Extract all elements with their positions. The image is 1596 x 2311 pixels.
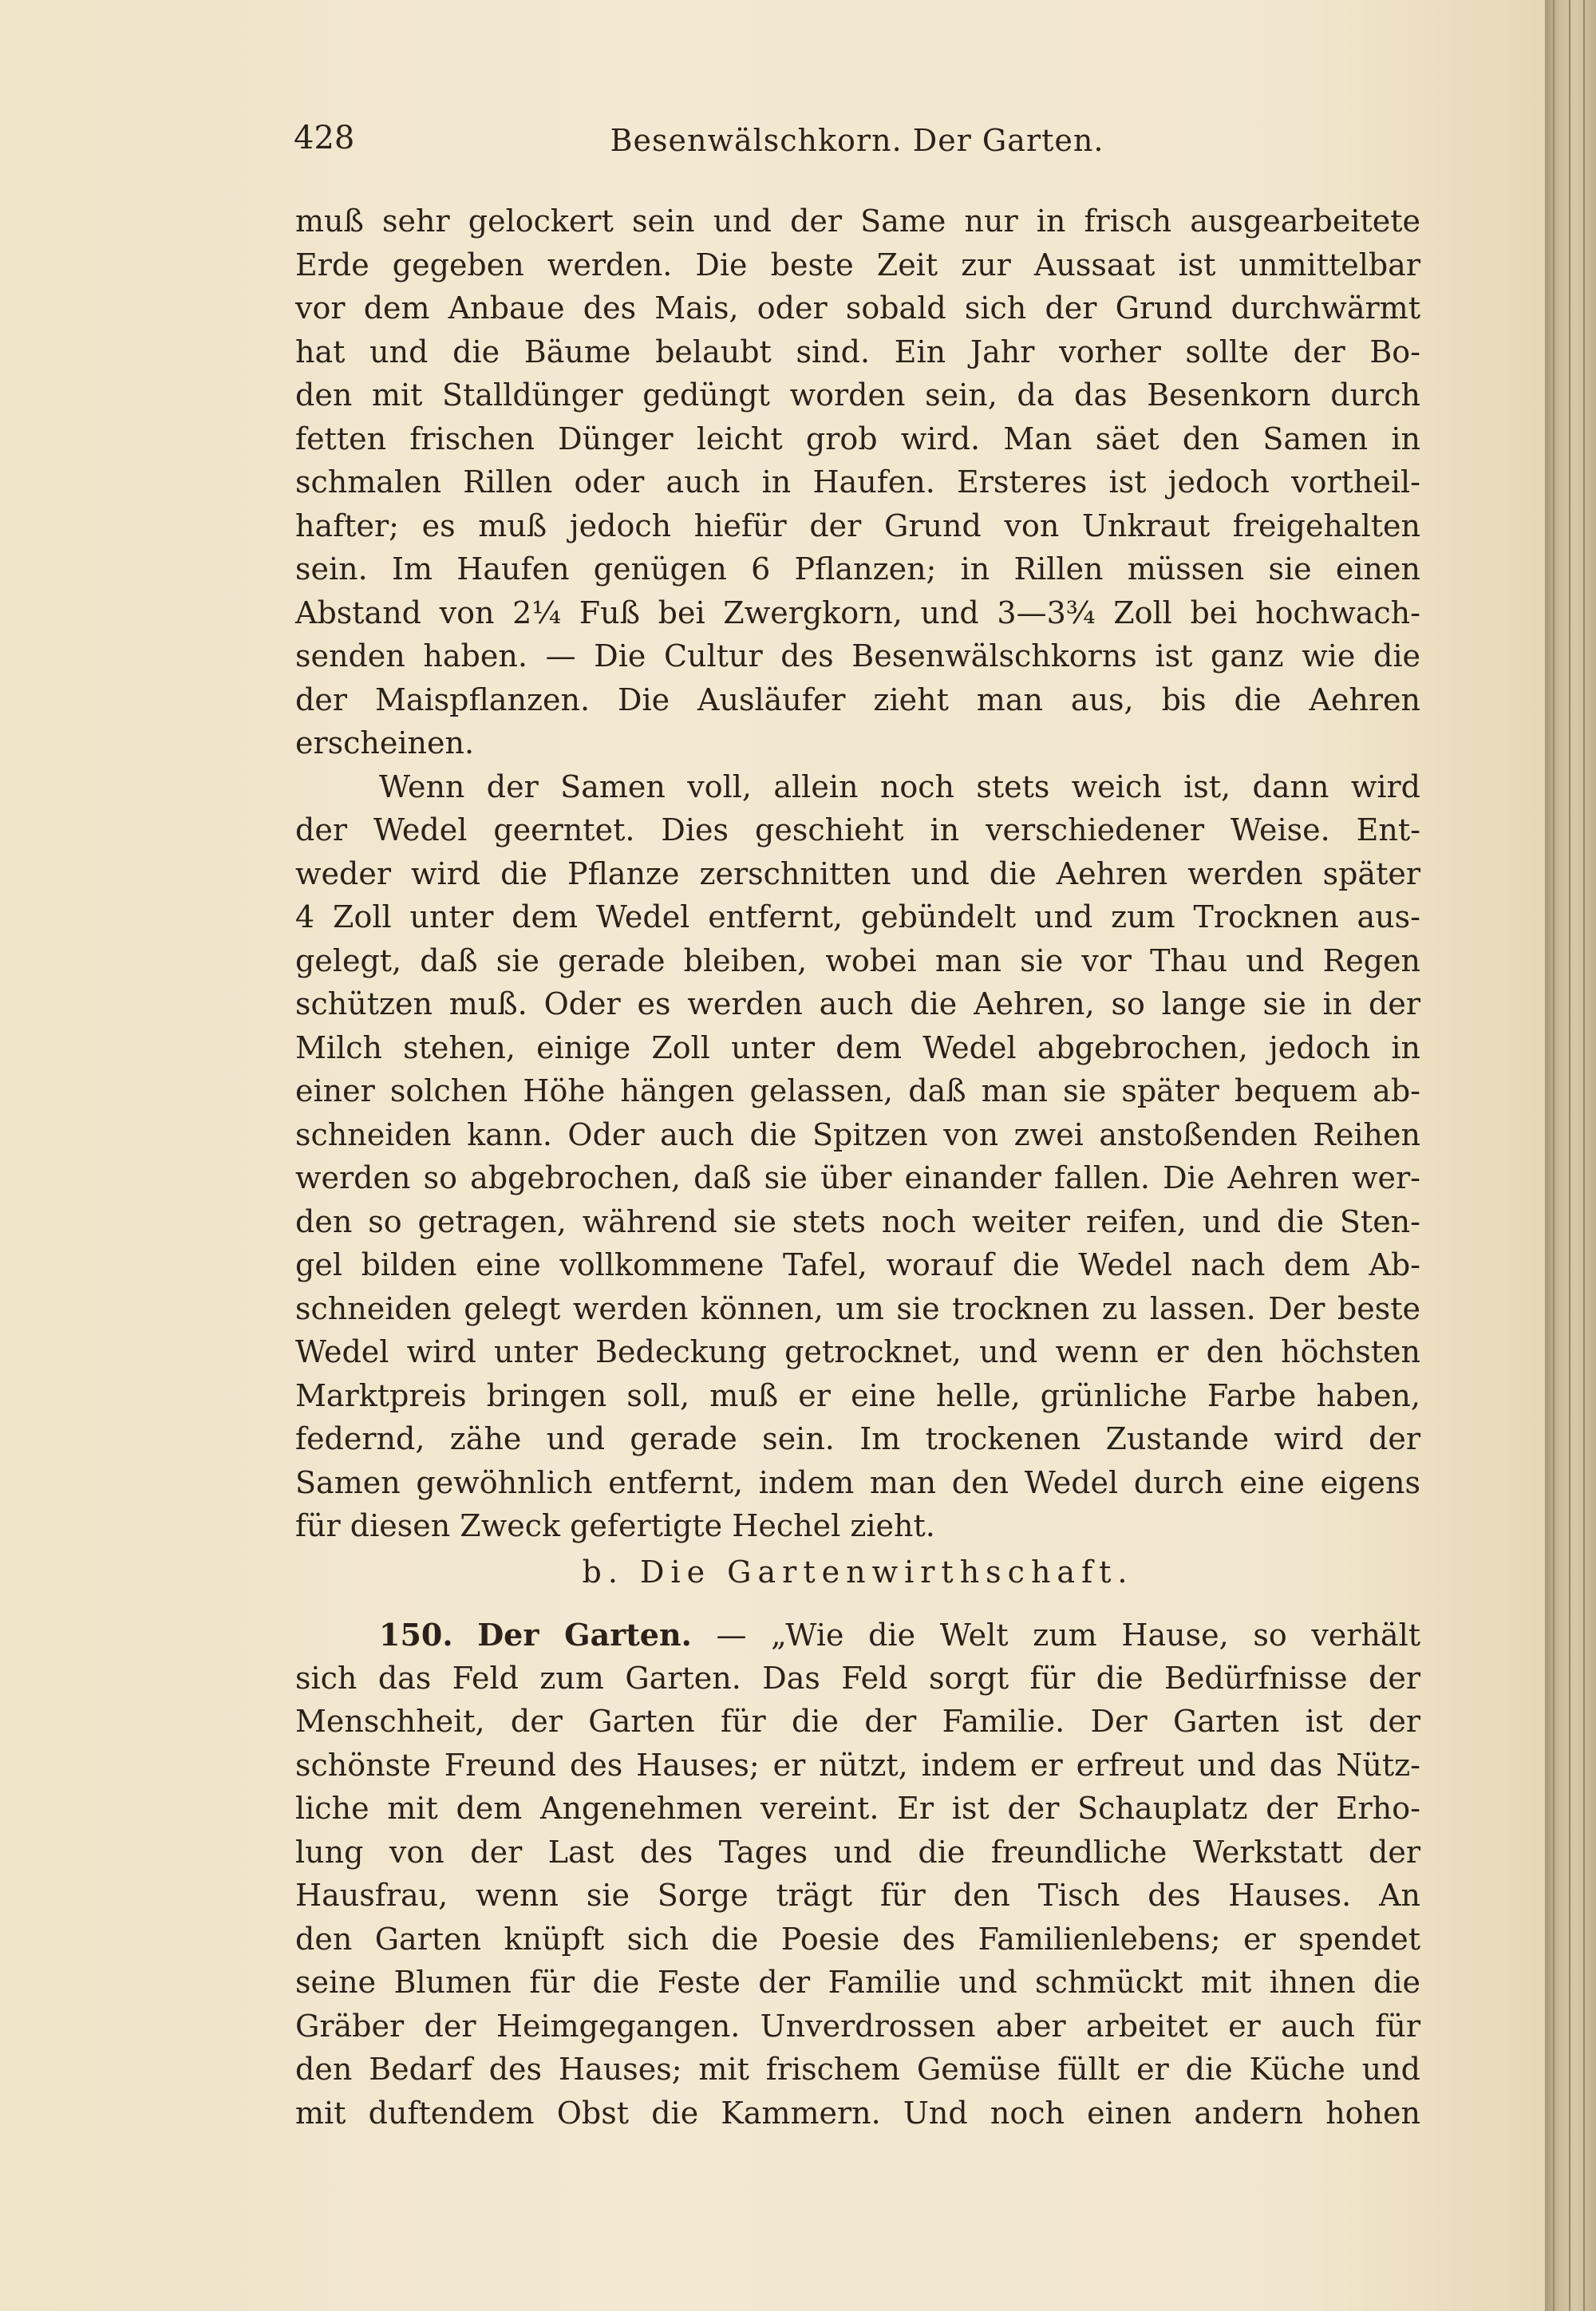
text-line: muß sehr gelockert sein und der Same nur in frisch ausgearbeitete xyxy=(295,203,1420,239)
text-line: Hausfrau, wenn sie Sorge trägt für den Tisch des Hauses. An xyxy=(295,1878,1420,1913)
text-line: liche mit dem Angenehmen vereint. Er ist der Schauplatz der Erho- xyxy=(295,1791,1420,1826)
text-line: sich das Feld zum Garten. Das Feld sorgt für die Bedürfnisse der xyxy=(295,1660,1420,1696)
text-line: gel bilden eine vollkommene Tafel, worauf die Wedel nach dem Ab- xyxy=(295,1247,1420,1282)
section-heading: b. Die Gartenwirthschaft. xyxy=(582,1554,1134,1590)
section-number: 150. xyxy=(379,1617,453,1653)
text-line: der Maispflanzen. Die Ausläufer zieht man aus, bis die Aehren xyxy=(295,681,1420,717)
text-line: werden so abgebrochen, daß sie über einander fallen. Die Aehren wer- xyxy=(295,1160,1420,1195)
text-line: den mit Stalldünger gedüngt worden sein, da das Besenkorn durch xyxy=(295,377,1420,413)
body-text xyxy=(295,199,1420,1548)
text-line: schönste Freund des Hauses; er nützt, indem er erfreut und das Nütz- xyxy=(295,1747,1420,1783)
text-line: Samen gewöhnlich entfernt, indem man den Wedel durch eine eigens xyxy=(295,1464,1420,1500)
text-line: Wenn der Samen voll, allein noch stets weich ist, dann wird xyxy=(379,768,1420,804)
text-line: den Garten knüpft sich die Poesie des Familienlebens; er spendet xyxy=(295,1921,1420,1957)
text-line: gelegt, daß sie gerade bleiben, wobei man sie vor Thau und Regen xyxy=(295,942,1420,978)
text-line: weder wird die Pflanze zerschnitten und die Aehren werden später xyxy=(295,855,1420,891)
text-line: lung von der Last des Tages und die freundliche Werkstatt der xyxy=(295,1834,1420,1870)
text-line: sein. Im Haufen genügen 6 Pflanzen; in Rillen müssen sie einen xyxy=(295,551,1420,587)
text-line: erscheinen. xyxy=(295,725,475,760)
text-line: schützen muß. Oder es werden auch die Aehren, so lange sie in der xyxy=(295,986,1420,1021)
page-header xyxy=(294,120,1420,168)
text-line: 4 Zoll unter dem Wedel entfernt, gebündelt und zum Trocknen aus- xyxy=(295,899,1420,934)
page-number: 428 xyxy=(294,120,355,156)
text-line: Wedel wird unter Bedeckung getrocknet, und wenn er den höchsten xyxy=(295,1334,1420,1369)
section-first-line xyxy=(295,1614,1420,1657)
text-line: federnd, zähe und gerade sein. Im trockenen Zustande wird der xyxy=(295,1421,1420,1456)
edge-line xyxy=(1553,0,1555,2311)
text-line: hat und die Bäume belaubt sind. Ein Jahr vorher sollte der Bo- xyxy=(295,334,1420,369)
text-line: schneiden kann. Oder auch die Spitzen von zwei anstoßenden Reihen xyxy=(295,1116,1420,1152)
text-line: hafter; es muß jedoch hiefür der Grund von Unkraut freigehalten xyxy=(295,508,1420,543)
text-line: schmalen Rillen oder auch in Haufen. Ersteres ist jedoch vortheil- xyxy=(295,464,1420,500)
text-line: mit duftendem Obst die Kammern. Und noch einen andern hohen xyxy=(295,2095,1420,2131)
text-line: vor dem Anbaue des Mais, oder sobald sich der Grund durchwärmt xyxy=(295,290,1420,326)
text-line: der Wedel geerntet. Dies geschieht in verschiedener Weise. Ent- xyxy=(295,812,1420,847)
text-line: Abstand von 2¼ Fuß bei Zwergkorn, und 3—3¾ Zoll bei hochwach- xyxy=(295,595,1420,630)
running-title: Besenwälschkorn. Der Garten. xyxy=(610,123,1104,158)
text-line: Menschheit, der Garten für die der Familie. Der Garten ist der xyxy=(295,1704,1420,1739)
text-line: Erde gegeben werden. Die beste Zeit zur Aussaat ist unmittelbar xyxy=(295,247,1420,282)
text-line: fetten frischen Dünger leicht grob wird. Man säet den Samen in xyxy=(295,421,1420,456)
text-line: den Bedarf des Hauses; mit frischem Gemüse füllt er die Küche und xyxy=(295,2052,1420,2087)
section-150 xyxy=(295,1614,1420,2135)
text-line: Gräber der Heimgegangen. Unverdrossen aber arbeitet er auch für xyxy=(295,2008,1420,2044)
text-line: Marktpreis bringen soll, muß er eine helle, grünliche Farbe haben, xyxy=(295,1377,1420,1413)
text-line: seine Blumen für die Feste der Familie und schmückt mit ihnen die xyxy=(295,1965,1420,2000)
text-line: Milch stehen, einige Zoll unter dem Wedel abgebrochen, jedoch in xyxy=(295,1029,1420,1065)
page-edge xyxy=(1545,0,1596,2311)
section-first-line-text: — „Wie die Welt zum Hause, so verhält xyxy=(716,1618,1421,1653)
text-line: den so getragen, während sie stets noch weiter reifen, und die Sten- xyxy=(295,1203,1420,1239)
section-title: Der Garten. xyxy=(477,1617,692,1653)
text-line: senden haben. — Die Cultur des Besenwälschkorns ist ganz wie die xyxy=(295,638,1420,674)
text-line: für diesen Zweck gefertigte Hechel zieht. xyxy=(295,1508,935,1543)
edge-line xyxy=(1569,0,1570,2311)
text-line: einer solchen Höhe hängen gelassen, daß man sie später bequem ab- xyxy=(295,1073,1420,1108)
text-line: schneiden gelegt werden können, um sie trocknen zu lassen. Der beste xyxy=(295,1290,1420,1326)
edge-line xyxy=(1583,0,1585,2311)
